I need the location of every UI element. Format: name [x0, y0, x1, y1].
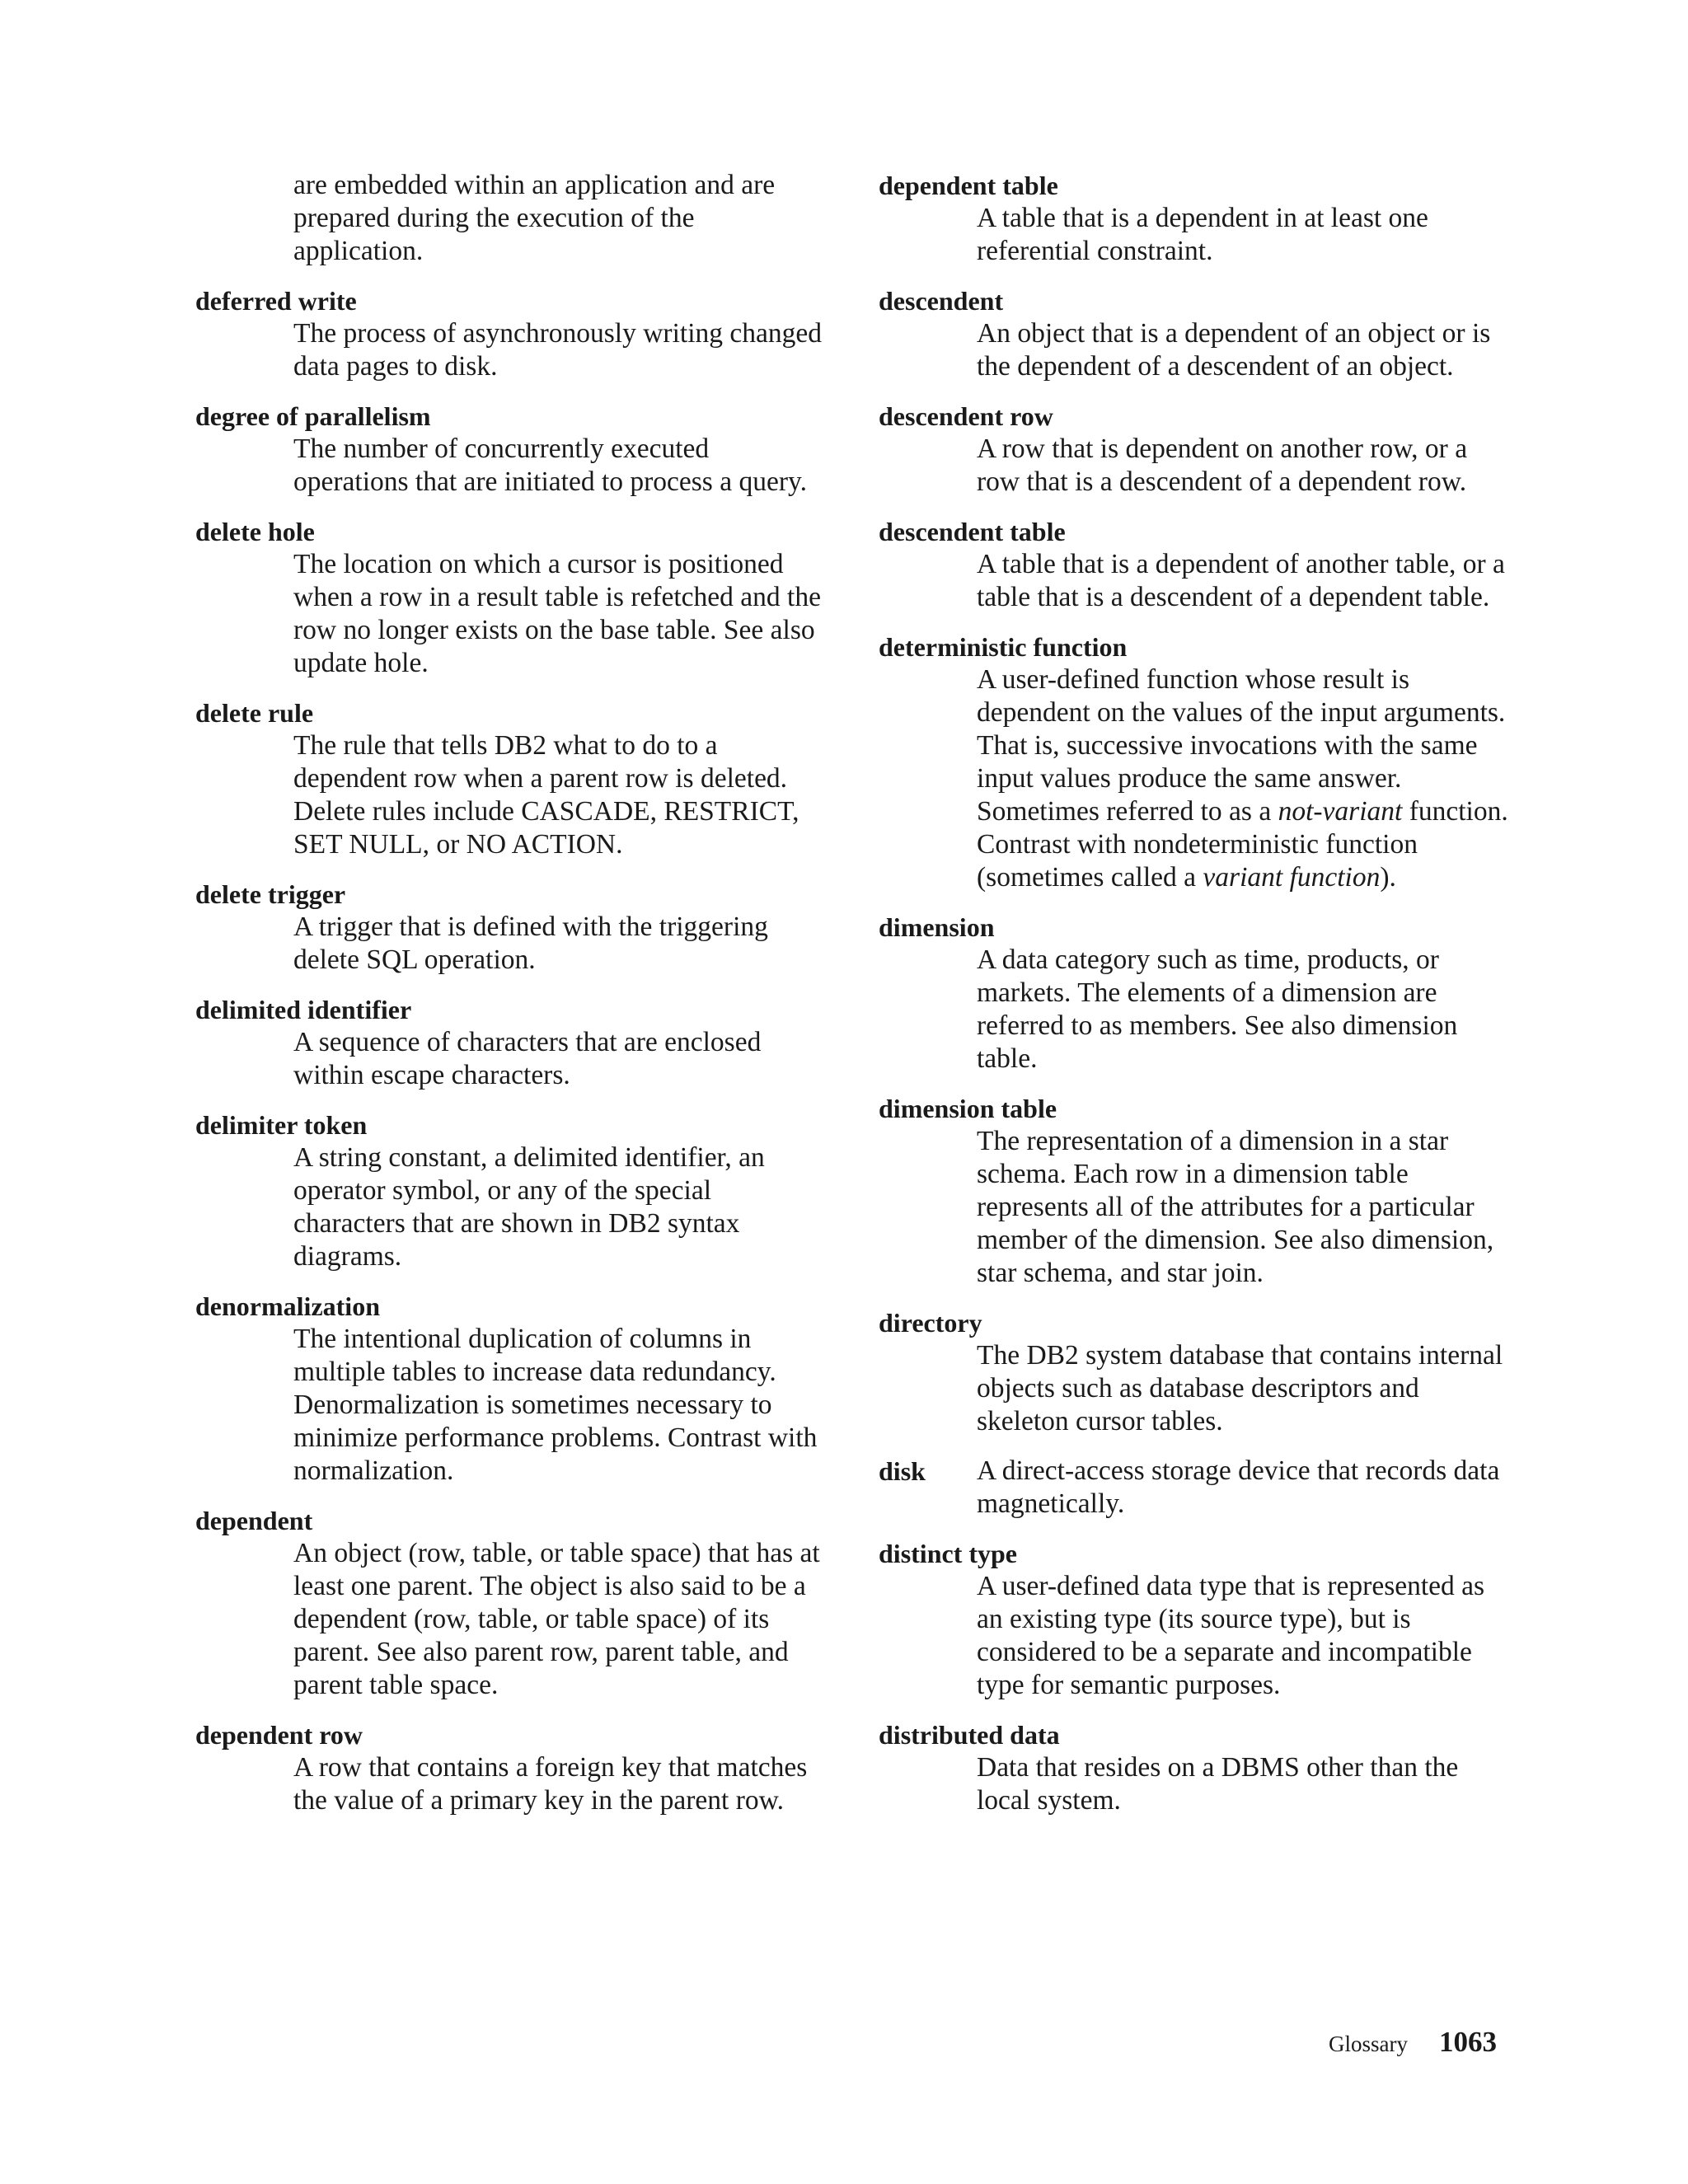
glossary-entry-continuation	[195, 169, 830, 268]
glossary-entry	[195, 878, 830, 977]
glossary-term: delimiter token	[195, 1110, 368, 1140]
glossary-definition	[977, 663, 1513, 894]
glossary-entry	[879, 400, 1513, 499]
glossary-entry	[879, 1537, 1513, 1702]
definition-emphasis: not-variant	[1278, 796, 1403, 827]
glossary-entry	[879, 1718, 1513, 1817]
definition-text: function. Contrast with nondeterministic function (sometimes called a	[977, 796, 1508, 893]
glossary-term: disk	[879, 1456, 926, 1486]
glossary-entry	[879, 1092, 1513, 1290]
glossary-definition: A row that is dependent on another row, or a row that is a descendent of a dependent row.	[977, 434, 1468, 497]
glossary-definition: A user-defined data type that is represented as an existing type (its source type), but is considered to be a separate and incompatible type for semantic purposes.	[977, 1571, 1485, 1700]
glossary-term: descendent table	[879, 517, 1066, 546]
glossary-definition: The intentional duplication of columns in multiple tables to increase data redundancy. Denormalization is sometimes necessary to minimize performance problems. Contrast with normalization.	[293, 1324, 818, 1486]
glossary-definition: are embedded within an application and are prepared during the execution of the application.	[293, 170, 776, 266]
glossary-term: distinct type	[879, 1539, 1017, 1568]
glossary-entry	[195, 1108, 830, 1273]
glossary-definition: A sequence of characters that are enclosed within escape characters.	[293, 1027, 762, 1090]
glossary-definition: A trigger that is defined with the triggering delete SQL operation.	[293, 912, 768, 975]
glossary-term: descendent row	[879, 401, 1053, 431]
glossary-entry	[879, 284, 1513, 383]
glossary-entry	[195, 993, 830, 1092]
glossary-term: delete rule	[195, 698, 314, 728]
glossary-term: dependent row	[195, 1720, 363, 1750]
glossary-left-column	[195, 169, 830, 1834]
glossary-term: dimension	[879, 912, 995, 942]
glossary-entry	[195, 696, 830, 861]
glossary-right-column	[879, 169, 1513, 1834]
definition-emphasis: variant function	[1203, 862, 1381, 893]
glossary-term: directory	[879, 1308, 982, 1338]
glossary-definition: The number of concurrently executed operations that are initiated to process a query.	[293, 434, 807, 497]
glossary-entry	[879, 1455, 1513, 1521]
glossary-term: delete hole	[195, 517, 315, 546]
glossary-term: dimension table	[879, 1094, 1057, 1123]
glossary-entry	[879, 630, 1513, 894]
glossary-definition: The process of asynchronously writing changed data pages to disk.	[293, 318, 822, 382]
glossary-definition: An object that is a dependent of an object or is the dependent of a descendent of an object.	[977, 318, 1491, 382]
glossary-entry	[879, 515, 1513, 614]
glossary-definition: Data that resides on a DBMS other than the local system.	[977, 1752, 1459, 1816]
glossary-definition: The representation of a dimension in a star schema. Each row in a dimension table represents all of the attributes for a particular member of the dimension. See also dimension, star schema, and star join.	[977, 1126, 1494, 1288]
glossary-term: descendent	[879, 286, 1004, 316]
definition-text: A user-defined function whose result is dependent on the values of the input arguments. That is, successive invocations with the same input values produce the same answer. Sometimes referred to as a	[977, 664, 1506, 827]
glossary-term: delete trigger	[195, 879, 346, 909]
glossary-term: distributed data	[879, 1720, 1060, 1750]
glossary-definition: A direct-access storage device that records data magnetically.	[977, 1455, 1500, 1519]
glossary-entry	[195, 515, 830, 680]
page-number: 1063	[1439, 2026, 1497, 2058]
glossary-term: degree of parallelism	[195, 401, 431, 431]
glossary-term: deferred write	[195, 286, 357, 316]
glossary-definition: A table that is a dependent in at least one referential constraint.	[977, 203, 1428, 266]
glossary-definition: An object (row, table, or table space) that has at least one parent. The object is also said to be a dependent (row, table, or table space) of its parent. See also parent row, parent table, and parent table space.	[293, 1538, 820, 1700]
glossary-term: delimited identifier	[195, 995, 412, 1024]
glossary-definition: A table that is a dependent of another table, or a table that is a descendent of a dependent table.	[977, 549, 1505, 612]
glossary-definition: A string constant, a delimited identifier, an operator symbol, or any of the special characters that are shown in DB2 syntax diagrams.	[293, 1142, 765, 1272]
glossary-term: denormalization	[195, 1291, 380, 1321]
glossary-term: deterministic function	[879, 632, 1128, 662]
footer-section-label: Glossary	[1329, 2032, 1408, 2056]
glossary-entry	[879, 911, 1513, 1076]
glossary-entry	[195, 1290, 830, 1488]
glossary-entry	[195, 1504, 830, 1702]
glossary-definition: The location on which a cursor is positioned when a row in a result table is refetched and the row no longer exists on the base table. See also update hole.	[293, 549, 821, 678]
glossary-definition: A row that contains a foreign key that matches the value of a primary key in the parent row.	[293, 1752, 808, 1816]
glossary-term: dependent	[195, 1506, 313, 1535]
page-footer	[1329, 2026, 1497, 2059]
glossary-definition: A data category such as time, products, or markets. The elements of a dimension are referred to as members. See also dimension table.	[977, 944, 1458, 1074]
glossary-definition: The rule that tells DB2 what to do to a dependent row when a parent row is deleted. Delete rules include CASCADE, RESTRICT, SET NULL, or NO ACTION.	[293, 730, 799, 860]
glossary-entry	[879, 169, 1513, 268]
glossary-entry	[195, 284, 830, 383]
glossary-entry	[195, 400, 830, 499]
glossary-entry	[879, 1306, 1513, 1438]
glossary-term: dependent table	[879, 171, 1058, 200]
glossary-definition: The DB2 system database that contains internal objects such as database descriptors and skeleton cursor tables.	[977, 1340, 1503, 1436]
definition-text: ).	[1380, 862, 1396, 893]
glossary-entry	[195, 1718, 830, 1817]
